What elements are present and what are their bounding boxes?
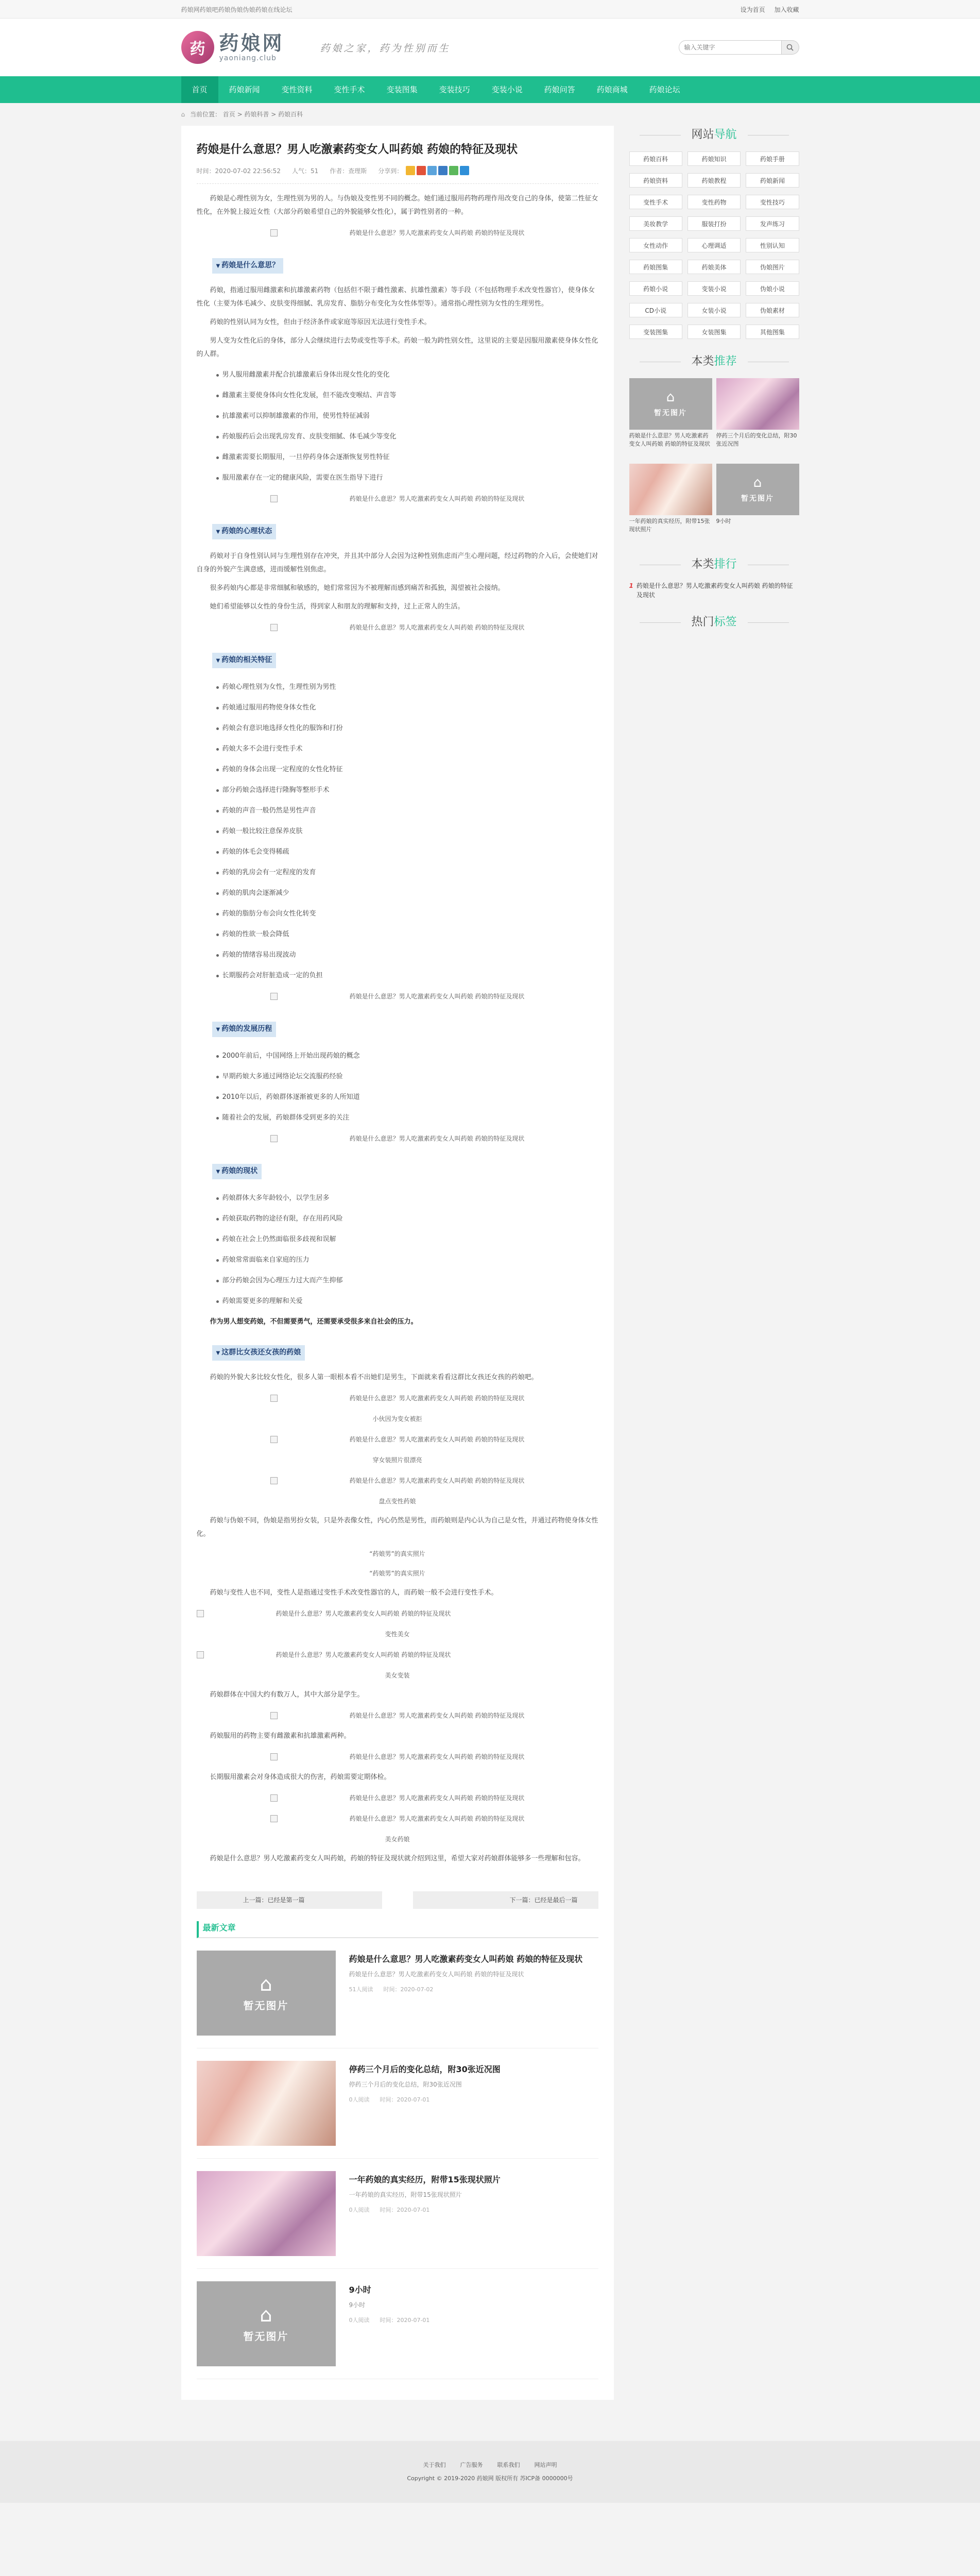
bullet-item: 雌激素主要使身体向女性化发展，但不能改变喉结、声音等 — [222, 389, 598, 402]
recommend-title[interactable]: 药娘是什么意思？男人吃激素药变女人叫药娘 药娘的特征及现状 — [629, 432, 710, 447]
broken-image-icon — [270, 1815, 278, 1822]
logo-mark-icon: 药 — [181, 31, 214, 64]
paragraph: 男人变为女性化后的身体，部分人会继续进行去势或变性等手术。药娘一般为跨性别女性，这里说的主要是因服用激素使身体女性化的人群。 — [196, 337, 598, 358]
recommend-block — [629, 352, 799, 542]
broken-image-icon — [270, 495, 278, 502]
latest-article-meta — [349, 2206, 501, 2214]
sidebar-nav-item[interactable]: 药娘教程 — [687, 173, 741, 188]
no-image-placeholder — [716, 464, 799, 515]
recommend-thumbnail[interactable] — [629, 464, 712, 515]
image-alt-text: 药娘是什么意思？男人吃激素药变女人叫药娘 药娘的特征及现状 — [349, 495, 525, 502]
sidebar-nav-item[interactable]: 发声练习 — [746, 216, 799, 231]
paragraph: 药娘与变性人也不同，变性人是指通过变性手术改变性器官的人，而药娘一般不会进行变性手术。 — [210, 1589, 498, 1597]
meta-item: 0人阅读 — [349, 2207, 370, 2213]
site-nav-heading: 网站导航 — [629, 126, 799, 144]
bullet-item: 药娘的性欲一般会降低 — [222, 928, 598, 941]
broken-image-icon — [270, 1436, 278, 1443]
section-heading: ▼ 药娘的心理状态 — [212, 524, 277, 539]
hot-tags-block — [629, 613, 799, 632]
bullet-item: 药娘会有意识地选择女性化的服饰和打扮 — [222, 722, 598, 735]
sidebar-nav-item[interactable]: 药娘手册 — [746, 151, 799, 166]
sidebar-nav-item[interactable]: 药娘资料 — [629, 173, 682, 188]
article-image — [197, 1791, 598, 1805]
share-weibo-icon[interactable] — [417, 166, 426, 175]
article-thumbnail[interactable] — [197, 2061, 336, 2146]
home-icon: ⌂ — [181, 111, 185, 118]
article-thumbnail[interactable] — [197, 2171, 336, 2256]
latest-article-title[interactable]: 9小时 — [349, 2285, 371, 2295]
footer-link[interactable]: 联系我们 — [497, 2462, 520, 2468]
sidebar-nav-item[interactable]: 药娘新闻 — [746, 173, 799, 188]
sidebar-nav-item[interactable]: 药娘美体 — [687, 260, 741, 274]
latest-article-desc: 一年药娘的真实经历，附带15张现状照片 — [349, 2191, 462, 2198]
bullet-item: 男人服用雌激素并配合抗雄激素后身体出现女性化的变化 — [222, 368, 598, 382]
article-image — [197, 1812, 598, 1825]
nav-item[interactable]: 药娘商城 — [596, 85, 628, 94]
nav-item[interactable]: 变性资料 — [281, 85, 313, 94]
image-alt-text: 药娘是什么意思？男人吃激素药变女人叫药娘 药娘的特征及现状 — [349, 1753, 525, 1760]
view-count: 人气：51 — [291, 167, 319, 175]
nav-item[interactable]: 首页 — [181, 76, 218, 103]
broken-image-icon — [270, 1753, 278, 1760]
search-input[interactable] — [679, 40, 782, 55]
paragraph: 药娘的外貌大多比较女性化，很多人第一眼根本看不出她们是男生，下面就来看看这群比女孩还女孩的药娘吧。 — [210, 1374, 538, 1381]
article-image — [197, 1607, 598, 1620]
share-buttons — [406, 166, 471, 175]
latest-article-title[interactable]: 停药三个月后的变化总结，附30张近况图 — [349, 2064, 501, 2074]
paragraph: 药娘群体在中国大约有数万人，其中大部分是学生。 — [210, 1691, 364, 1699]
recommend-item[interactable] — [716, 378, 799, 456]
header — [0, 19, 980, 76]
add-favorite-link[interactable]: 加入收藏 — [774, 6, 799, 13]
image-alt-text: 药娘是什么意思？男人吃激素药变女人叫药娘 药娘的特征及现状 — [349, 624, 525, 631]
nav-item[interactable]: 药娘新闻 — [229, 85, 260, 94]
bullet-item: 随着社会的发展，药娘群体受到更多的关注 — [222, 1111, 598, 1125]
latest-article-meta — [349, 2095, 501, 2104]
image-alt-text: 药娘是什么意思？男人吃激素药变女人叫药娘 药娘的特征及现状 — [349, 993, 525, 1000]
sidebar-nav-item[interactable]: 性别认知 — [746, 238, 799, 252]
nav-item[interactable]: 药娘问答 — [544, 85, 575, 94]
prev-article-link[interactable]: 上一篇：已经是第一篇 — [197, 1891, 382, 1909]
article-info — [349, 2171, 501, 2256]
bullet-item: 药娘大多不会进行变性手术 — [222, 742, 598, 756]
article-image — [197, 990, 598, 1003]
image-caption: 盘点变性药娘 — [379, 1498, 416, 1505]
article-thumbnail[interactable] — [197, 2281, 336, 2366]
search-icon — [786, 44, 794, 51]
bullet-item: 药娘的声音一般仍然是男性声音 — [222, 804, 598, 818]
paragraph: 药娘与伪娘不同，伪娘是指男扮女装，只是外表像女性，内心仍然是男性，而药娘则是内心认为自己是女性，并通过药物使身体女性化。 — [196, 1517, 598, 1538]
broken-image-icon — [270, 1794, 278, 1802]
latest-article-meta — [349, 1985, 583, 1993]
no-image-label: 暂无图片 — [654, 409, 687, 417]
paragraph: 药娘，指通过服用雌激素和抗雄激素药物（包括但不限于雌性激素、抗雄性激素）等手段（不包括物理手术改变性器官），使身体女性化（主要为体毛减少、皮肤变得细腻、乳房发育、脂肪分布变化为女性体型等）。通常指心理性别为女性的生理男性。 — [196, 286, 595, 308]
image-caption: 穿女装照片很漂亮 — [372, 1456, 422, 1464]
image-caption: 美女药娘 — [385, 1836, 410, 1843]
image-caption: “药娘男”的真实照片 — [369, 1550, 425, 1557]
broken-image-icon — [197, 1610, 204, 1617]
recommend-heading: 本类推荐 — [629, 352, 799, 371]
article-pager — [197, 1891, 598, 1909]
sidebar-nav-item[interactable]: 其他图集 — [746, 325, 799, 339]
logo-domain: yaoniang.club — [219, 54, 277, 62]
nav-item[interactable]: 变性手术 — [334, 85, 365, 94]
house-icon: ⌂ — [260, 1973, 272, 1995]
article-content — [181, 126, 614, 2400]
share-tqq-icon[interactable] — [427, 166, 437, 175]
broken-image-icon — [270, 1135, 278, 1142]
recommend-thumbnail[interactable] — [716, 464, 799, 515]
nav-item[interactable]: 变装技巧 — [439, 85, 470, 94]
broken-image-icon — [270, 1395, 278, 1402]
meta-item: 0人阅读 — [349, 2096, 370, 2103]
paragraph: 长期服用激素会对身体造成很大的伤害，药娘需要定期体检。 — [210, 1773, 391, 1781]
bullet-item: 部分药娘会选择进行隆胸等整形手术 — [222, 784, 598, 797]
bullet-item: 药娘群体大多年龄较小，以学生居多 — [222, 1192, 598, 1205]
article-image — [197, 1474, 598, 1487]
sidebar-nav-item[interactable]: 女装小说 — [687, 303, 741, 317]
meta-item: 时间：2020-07-01 — [380, 2096, 430, 2103]
paragraph: 很多药娘内心都是非常细腻和敏感的，她们常常因为不被理解而感到痛苦和孤独，渴望被社会接纳。 — [210, 584, 505, 592]
rank-block — [629, 555, 799, 600]
image-alt-text: 药娘是什么意思？男人吃激素药变女人叫药娘 药娘的特征及现状 — [349, 229, 525, 236]
bullet-item: 药娘心理性别为女性，生理性别为男性 — [222, 681, 598, 694]
bullet-item: 药娘的情绪容易出现波动 — [222, 948, 598, 962]
latest-article-title[interactable]: 一年药娘的真实经历，附带15张现状照片 — [349, 2175, 501, 2184]
author: 作者：查理斯 — [330, 167, 367, 175]
paragraph: 她们希望能够以女性的身份生活，得到家人和朋友的理解和支持，过上正常人的生活。 — [210, 603, 465, 611]
image-alt-text: 药娘是什么意思？男人吃激素药变女人叫药娘 药娘的特征及现状 — [349, 1477, 525, 1484]
bullet-item: 药娘常常面临来自家庭的压力 — [222, 1253, 598, 1267]
recommend-thumbnail[interactable] — [716, 378, 799, 430]
article-image — [197, 492, 598, 505]
article-image — [197, 1750, 598, 1764]
article-info — [349, 2281, 440, 2366]
image-caption: 美女变装 — [385, 1672, 410, 1679]
sidebar-nav-item[interactable]: 变性药物 — [687, 195, 741, 209]
bullet-list — [222, 1049, 598, 1125]
bullet-list — [222, 681, 598, 982]
sidebar-nav-item[interactable]: 服装打扮 — [687, 216, 741, 231]
broken-image-icon — [270, 624, 278, 631]
meta-item: 0人阅读 — [349, 2317, 370, 2324]
next-article-link[interactable]: 下一篇：已经是最后一篇 — [413, 1891, 598, 1909]
article-title: 药娘是什么意思？男人吃激素药变女人叫药娘 药娘的特征及现状 — [196, 143, 518, 156]
latest-articles-list — [197, 1938, 598, 2379]
article-image — [197, 621, 598, 634]
bullet-item: 药娘在社会上仍然面临很多歧视和误解 — [222, 1233, 598, 1246]
sidebar-nav-item[interactable]: 药娘知识 — [687, 151, 741, 166]
paragraph: 药娘的性别认同为女性，但由于经济条件或家庭等原因无法进行变性手术。 — [210, 318, 431, 326]
site-logo[interactable] — [181, 31, 284, 64]
house-icon: ⌂ — [260, 2303, 272, 2326]
hot-tags-heading: 热门标签 — [629, 613, 799, 632]
share-renren-icon[interactable] — [438, 166, 448, 175]
topbar-text: 药娘网药娘吧药娘伪娘伪娘药娘在线论坛 — [181, 6, 293, 13]
sidebar-nav-item[interactable]: 药娘小说 — [629, 281, 682, 296]
share-label: 分享到： — [378, 167, 403, 175]
meta-item: 时间：2020-07-02 — [383, 1986, 434, 1993]
section-heading: ▼ 药娘的现状 — [212, 1164, 262, 1179]
sidebar-nav-item[interactable]: 伪娘图片 — [746, 260, 799, 274]
share-more-icon[interactable] — [460, 166, 469, 175]
image-alt-text: 药娘是什么意思？男人吃激素药变女人叫药娘 药娘的特征及现状 — [349, 1436, 525, 1443]
bullet-item: 部分药娘会因为心理压力过大而产生抑郁 — [222, 1274, 598, 1287]
recommend-item[interactable] — [629, 464, 712, 542]
article-info — [349, 2061, 501, 2146]
image-caption: 小伙因为变女被拒 — [372, 1415, 422, 1422]
latest-article-item[interactable] — [197, 2159, 598, 2269]
sidebar-nav-item[interactable]: 药娘图集 — [629, 260, 682, 274]
breadcrumb-label: 当前位置： — [190, 111, 221, 118]
paragraph: 药娘是什么意思？男人吃激素药变女人叫药娘，药娘的特征及现状就介绍到这里，希望大家对药娘群体能够多一些理解和包容。 — [210, 1855, 585, 1862]
breadcrumb — [181, 103, 799, 126]
house-icon: ⌂ — [666, 389, 675, 405]
latest-article-item[interactable] — [197, 2048, 598, 2159]
no-image-label: 暂无图片 — [243, 2330, 289, 2343]
sidebar-nav-item[interactable]: 变装图集 — [629, 325, 682, 339]
article-image — [197, 1433, 598, 1446]
nav-item[interactable]: 变装图集 — [386, 85, 418, 94]
latest-article-desc: 药娘是什么意思？男人吃激素药变女人叫药娘 药娘的特征及现状 — [349, 1971, 524, 1978]
latest-article-item[interactable] — [197, 1938, 598, 2048]
image-alt-text: 药娘是什么意思？男人吃激素药变女人叫药娘 药娘的特征及现状 — [349, 1794, 525, 1802]
article-meta — [197, 166, 598, 184]
rank-heading: 本类排行 — [629, 555, 799, 574]
broken-image-icon — [270, 1712, 278, 1719]
article-image — [197, 1709, 598, 1722]
image-alt-text: 药娘是什么意思？男人吃激素药变女人叫药娘 药娘的特征及现状 — [276, 1651, 451, 1658]
set-homepage-link[interactable]: 设为首页 — [740, 6, 765, 13]
site-nav-block — [629, 126, 799, 339]
latest-articles-heading: 最新文章 — [197, 1921, 598, 1938]
sidebar-nav-item[interactable]: 变性手术 — [629, 195, 682, 209]
sidebar-nav-item[interactable]: 变装小说 — [687, 281, 741, 296]
copyright: Copyright © 2019-2020 药娘网 版权所有 苏ICP备 0000000号 — [407, 2475, 573, 2482]
sidebar-nav-item[interactable]: 女性动作 — [629, 238, 682, 252]
broken-image-icon — [270, 229, 278, 236]
meta-item: 时间：2020-07-01 — [380, 2207, 430, 2213]
bullet-item: 药娘的乳房会有一定程度的发育 — [222, 866, 598, 879]
no-image-placeholder — [197, 2281, 336, 2366]
footer — [0, 2441, 980, 2503]
image-caption: 变性美女 — [385, 1631, 410, 1638]
footer-link[interactable]: 网站声明 — [534, 2462, 557, 2468]
search-button[interactable] — [782, 40, 799, 55]
sidebar-nav-item[interactable]: 女装图集 — [687, 325, 741, 339]
article-image — [197, 226, 598, 240]
bullet-list — [222, 368, 598, 485]
broken-image-icon — [270, 1477, 278, 1484]
share-qzone-icon[interactable] — [406, 166, 415, 175]
sidebar-nav-item[interactable]: 药娘百科 — [629, 151, 682, 166]
image-alt-text: 药娘是什么意思？男人吃激素药变女人叫药娘 药娘的特征及现状 — [349, 1135, 525, 1142]
broken-image-icon — [270, 993, 278, 1000]
image-alt-text: 药娘是什么意思？男人吃激素药变女人叫药娘 药娘的特征及现状 — [349, 1815, 525, 1822]
bullet-item: 2010年以后，药娘群体逐渐被更多的人所知道 — [222, 1091, 598, 1104]
bullet-item: 早期药娘大多通过网络论坛交流服药经验 — [222, 1070, 598, 1083]
bullet-item: 服用激素存在一定的健康风险，需要在医生指导下进行 — [222, 471, 598, 485]
recommend-thumbnail[interactable] — [629, 378, 712, 430]
bullet-item: 雌激素需要长期服用，一旦停药身体会逐渐恢复男性特征 — [222, 451, 598, 464]
section-heading: ▼ 药娘的发展历程 — [212, 1022, 277, 1037]
paragraph: 药娘服用的药物主要有雌激素和抗雄激素两种。 — [210, 1732, 351, 1740]
section-heading: ▼ 药娘是什么意思？ — [212, 258, 284, 274]
footer-link[interactable]: 关于我们 — [423, 2462, 446, 2468]
latest-article-title[interactable]: 药娘是什么意思？男人吃激素药变女人叫药娘 药娘的特征及现状 — [349, 1954, 583, 1964]
meta-item: 时间：2020-07-01 — [380, 2317, 430, 2324]
article-image — [197, 1648, 598, 1662]
bullet-item: 药娘一般比较注意保养皮肤 — [222, 825, 598, 838]
footer-link[interactable]: 广告服务 — [460, 2462, 483, 2468]
sidebar-nav-item[interactable]: 心理调适 — [687, 238, 741, 252]
latest-article-meta — [349, 2316, 440, 2324]
sidebar-nav-item[interactable]: 变性技巧 — [746, 195, 799, 209]
bullet-item: 抗雄激素可以抑制雄激素的作用，使男性特征减弱 — [222, 410, 598, 423]
sidebar-nav-item[interactable]: 伪娘素材 — [746, 303, 799, 317]
bullet-list — [222, 1192, 598, 1308]
latest-article-desc: 9小时 — [349, 2301, 366, 2309]
sidebar-nav-item[interactable]: 美妆教学 — [629, 216, 682, 231]
broken-image-icon — [197, 1651, 204, 1658]
bullet-item: 2000年前后，中国网络上开始出现药娘的概念 — [222, 1049, 598, 1063]
article-body — [197, 192, 598, 1866]
article-info — [349, 1951, 583, 2036]
slogan: 药娘之家，药为性别而生 — [320, 42, 451, 54]
bold-statement: 作为男人想变药娘，不但需要勇气，还需要承受很多来自社会的压力。 — [210, 1318, 418, 1326]
latest-article-item[interactable] — [197, 2269, 598, 2379]
bullet-item: 药娘的体毛会变得稀疏 — [222, 845, 598, 859]
no-image-label: 暂无图片 — [243, 1999, 289, 2012]
section-heading: ▼ 药娘的相关特征 — [212, 653, 277, 668]
bullet-item: 药娘的肌肉会逐渐减少 — [222, 887, 598, 900]
house-icon: ⌂ — [753, 475, 762, 490]
rank-title[interactable]: 药娘是什么意思？男人吃激素药变女人叫药娘 药娘的特征及现状 — [636, 582, 793, 599]
recommend-item[interactable] — [629, 378, 712, 456]
logo-name: 药娘网 — [219, 32, 284, 55]
bullet-item: 药娘通过服用药物使身体女性化 — [222, 701, 598, 715]
breadcrumb-path[interactable]: 首页 > 药娘科普 > 药娘百科 — [222, 111, 303, 118]
rank-number: 1 — [629, 582, 633, 589]
sidebar-nav-item[interactable]: 伪娘小说 — [746, 281, 799, 296]
article-image — [197, 1132, 598, 1145]
section-heading: ▼ 这群比女孩还女孩的药娘 — [212, 1345, 305, 1361]
no-image-label: 暂无图片 — [741, 495, 774, 503]
recommend-item[interactable] — [716, 464, 799, 542]
bullet-item: 长期服药会对肝脏造成一定的负担 — [222, 969, 598, 982]
rank-item[interactable] — [629, 581, 799, 600]
article-thumbnail[interactable] — [197, 1951, 336, 2036]
article-image — [197, 1392, 598, 1405]
search-box — [679, 40, 799, 55]
latest-article-desc: 停药三个月后的变化总结，附30张近况图 — [349, 2081, 462, 2088]
image-caption: “药娘男”的真实照片 — [369, 1570, 425, 1577]
share-wechat-icon[interactable] — [449, 166, 458, 175]
sidebar — [629, 126, 799, 2400]
nav-item[interactable]: 药娘论坛 — [649, 85, 680, 94]
no-image-placeholder — [197, 1951, 336, 2036]
bullet-item: 药娘获取药物的途径有限，存在用药风险 — [222, 1212, 598, 1226]
no-image-placeholder — [629, 378, 712, 430]
recommend-title[interactable]: 停药三个月后的变化总结，附30张近况图 — [716, 432, 797, 447]
image-alt-text: 药娘是什么意思？男人吃激素药变女人叫药娘 药娘的特征及现状 — [349, 1395, 525, 1402]
sidebar-nav-item[interactable]: CD小说 — [629, 303, 682, 317]
paragraph: 药娘是心理性别为女，生理性别为男的人。与伪娘及变性男不同的概念。她们通过服用药物药理作用改变自己的身体，使第二性征女性化，在外貌上接近女性（大部分药娘希望自己的外貌能够女性化），属于跨性别者的一种。 — [196, 195, 598, 216]
paragraph: 药娘对于自身性别认同与生理性别存在冲突，并且其中部分人会因为这种性别焦虑而产生心理问题，经过药物的介入后，会使她们对自身的外貌产生满意感，进而缓解性别焦虑。 — [196, 552, 598, 573]
bullet-item: 药娘的身体会出现一定程度的女性化特征 — [222, 763, 598, 776]
bullet-item: 药娘需要更多的理解和关爱 — [222, 1295, 598, 1308]
image-alt-text: 药娘是什么意思？男人吃激素药变女人叫药娘 药娘的特征及现状 — [349, 1712, 525, 1719]
recommend-title[interactable]: 9小时 — [716, 518, 731, 524]
bullet-item: 药娘服药后会出现乳房发育、皮肤变细腻、体毛减少等变化 — [222, 430, 598, 444]
bullet-item: 药娘的脂肪分布会向女性化转变 — [222, 907, 598, 921]
nav-item[interactable]: 变装小说 — [491, 85, 523, 94]
recommend-title[interactable]: 一年药娘的真实经历，附带15张现状照片 — [629, 518, 710, 533]
image-alt-text: 药娘是什么意思？男人吃激素药变女人叫药娘 药娘的特征及现状 — [276, 1610, 451, 1617]
main-nav — [0, 76, 980, 103]
topbar — [0, 0, 980, 19]
meta-item: 51人阅读 — [349, 1986, 373, 1993]
publish-time: 时间：2020-07-02 22:56:52 — [196, 167, 281, 175]
